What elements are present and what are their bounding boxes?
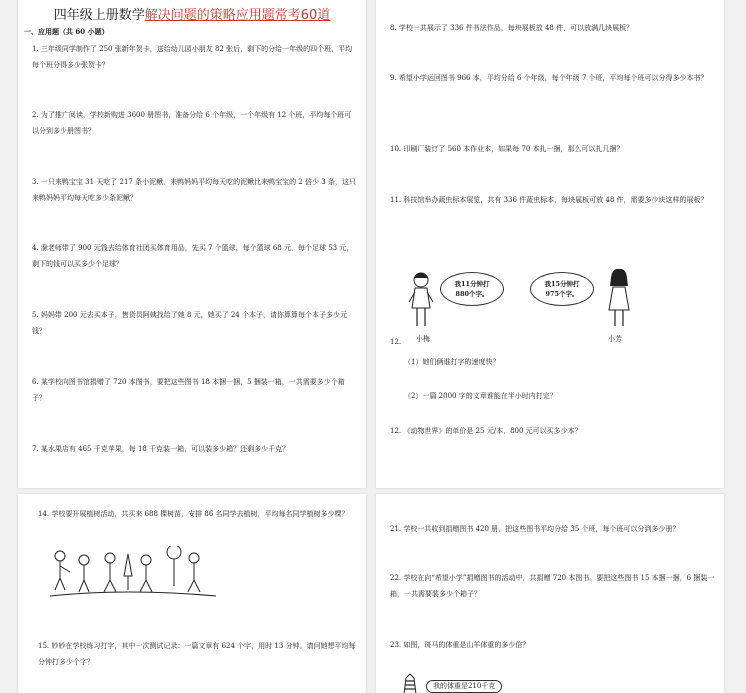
bubble-left-line1: 我11分钟打 (454, 280, 490, 288)
title-highlight: 解决问题的策略应用题常考60道 (144, 8, 331, 23)
question-3: 3. 一只来鸭宝宝 31 天吃了 217 条小泥鳅，来鸭妈妈平均每天吃的泥鳅比来鸭宝宝的 2 倍少 3 条，这只来鸭妈妈平均每天吃多少条泥鳅？ (32, 178, 356, 202)
question-22: 22. 学校在向“希望小学”捐赠图书的活动中，共捐赠 720 本图书。要把这些图书 15 本捆一捆，6 捆装一箱，一共需要装多少个箱子？ (390, 574, 715, 598)
question-8: 8. 学校一共展示了 336 件书法作品，每块展板放 48 件，可以放满几块展板？ (390, 24, 634, 32)
page-2 (376, 0, 724, 488)
page-3 (18, 494, 366, 693)
zebra-speech-bubble: 我的体重是210千克 (426, 680, 502, 693)
question-12-part-1: （1）她们俩谁打字的速度快？ (404, 358, 500, 366)
girl-left-illustration (406, 268, 436, 332)
question-11: 11. 科技馆举办蔬虫标本展览，共有 336 件蔬虫标本，每块展板可放 48 件，需要多少块这样的展板？ (390, 196, 708, 204)
document-title (18, 4, 366, 23)
page-4 (376, 494, 724, 693)
question-10: 10. 印刷厂装订了 560 本作业本，如果每 70 本扎一捆，那么可以扎几捆？ (390, 145, 624, 153)
section-heading: 一、应用题（共 60 小题） (24, 27, 109, 36)
question-14: 14. 学校要开展植树活动，共买来 688 棵树苗，安排 86 名同学去植树，平均每名同学植树多少棵？ (38, 510, 349, 518)
girl-right-illustration (604, 266, 634, 332)
speech-bubble-right (530, 272, 594, 306)
question-7: 7. 某水果店有 465 千克苹果，每 18 千克装一箱，可以装多少箱？还剩多少千克？ (32, 445, 290, 453)
question-6: 6. 某学校向图书馆捐赠了 720 本图书，要把这些图书 18 本捆一捆，5 捆装一箱，一共需要多少个箱子？ (32, 378, 345, 402)
question-2: 2. 为了推广阅读，学校新购进 3600 册图书，准备分给 6 个年级，一个年级有 12 个班，平均每个班可以分到多少册图书？ (32, 111, 352, 135)
bubble-left-line2: 880个字。 (455, 290, 489, 298)
title-prefix: 四年级上册数学 (53, 8, 145, 23)
zebra-illustration (400, 672, 422, 693)
name-left: 小梅 (416, 335, 430, 343)
name-right: 小芳 (608, 335, 622, 343)
bubble-right-line1: 我15分钟打 (544, 280, 580, 288)
page-1 (18, 0, 366, 488)
question-13: 12. 《动物世界》的单价是 25 元/本，800 元可以买多少本？ (390, 427, 582, 435)
question-9: 9. 希望小学运回图书 966 本，平均分给 6 个年级，每个年级 7 个班，平均每个班可以分得多少本书？ (390, 74, 708, 82)
question-23: 23. 如图，斑马的体重是山羊体重的多少倍？ (390, 641, 530, 649)
question-5: 5. 妈妈带 200 元去买本子，售货员阿姨找给了她 8 元，她买了 24 个本子，请你算算每个本子多少元钱？ (32, 311, 347, 335)
question-12-part-2: （2）一篇 2000 字的文章谁能在半小时内打完？ (404, 392, 557, 400)
question-21: 21. 学校一共收到捐赠图书 420 册，把这些图书平均分给 35 个班，每个班可以分到多少册？ (390, 525, 680, 533)
question-4: 4. 滁老师带了 900 元钱去给体育社团买体育用品，先买 7 个篮球，每个篮球 68 元，每个足球 53 元，剩下的钱可以买多少个足球？ (32, 244, 354, 268)
question-1: 1. 三年级同学制作了 250 张新年贺卡，送给幼儿园小朋友 82 张后，剩下的分给一年级的四个班，平均每个班分得多少张贺卡？ (32, 45, 353, 69)
speech-bubble-left (440, 272, 504, 306)
tree-planting-illustration (48, 546, 218, 602)
question-12-number: 12. (390, 338, 402, 346)
bubble-right-line2: 975个字。 (545, 290, 579, 298)
question-15: 15. 妙妙在学校练习打字，其中一次测试记录：一篇文章有 624 个字，用时 13 分钟。请问她想平均每分钟打多少个字？ (38, 642, 356, 666)
